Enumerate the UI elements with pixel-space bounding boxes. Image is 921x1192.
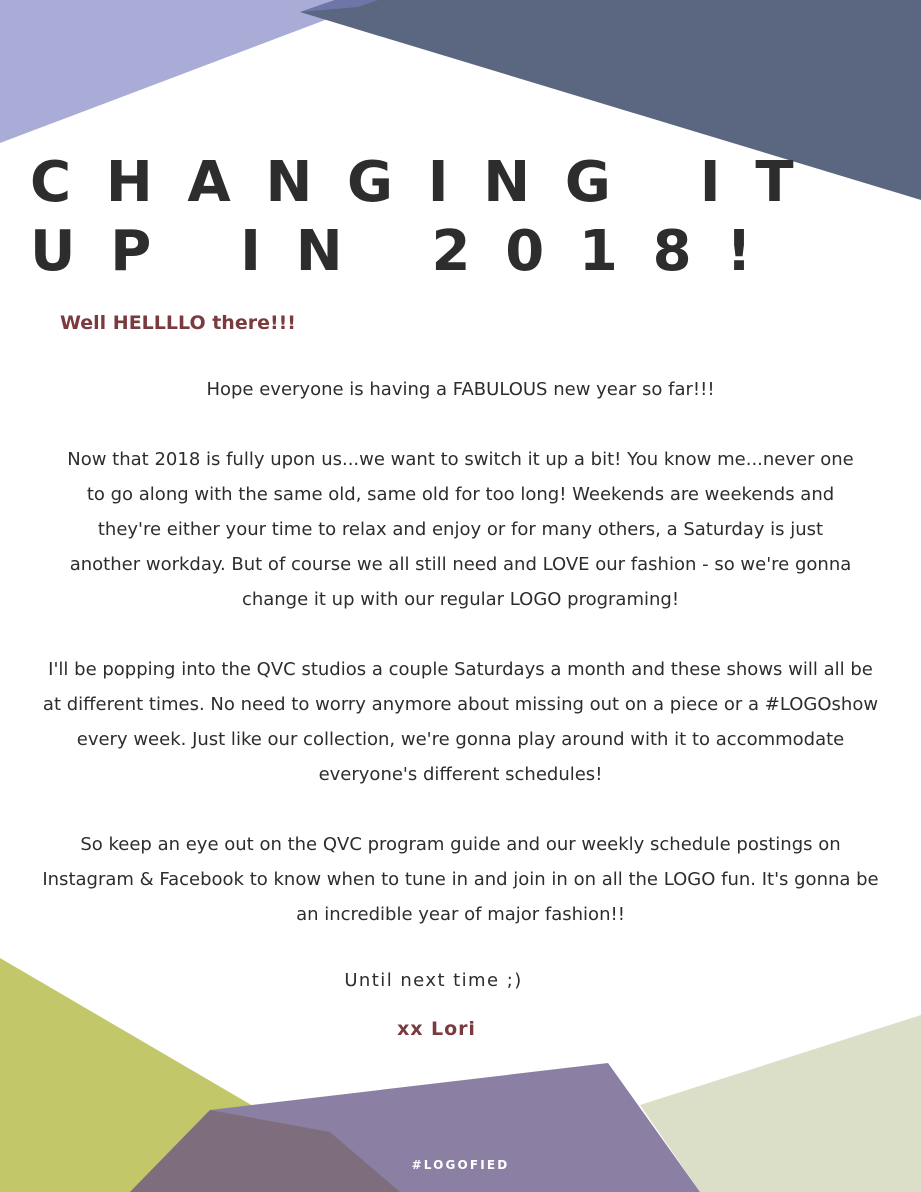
paragraph-intro: Hope everyone is having a FABULOUS new year so far!!! — [206, 379, 715, 400]
signature: xx Lori — [397, 1018, 476, 1040]
letter-body — [40, 372, 881, 967]
signoff-text: Until next time ;) — [344, 970, 523, 991]
paragraph-program-guide: So keep an eye out on the QVC program guide and our weekly schedule postings on Instagram & Facebook to know when to tune in and join in on all the LOGO fun. It's gonna be an incredible year of major fashion!! — [42, 834, 879, 925]
hashtag-footer: #LOGOFIED — [411, 1158, 510, 1172]
title-line-2: UP IN 2018! — [30, 219, 787, 284]
title-line-1: CHANGING IT — [30, 150, 829, 215]
greeting-heading: Well HELLLLO there!!! — [60, 312, 296, 334]
page-title — [30, 148, 828, 286]
paragraph-qvc-studios: I'll be popping into the QVC studios a couple Saturdays a month and these shows will all be at different times. No need to worry anymore about missing out on a piece or a #LOGOshow every week. Just like our collection, we're gonna play around with it to accommodate everyone's different schedules! — [42, 659, 879, 785]
paragraph-schedule-change: Now that 2018 is fully upon us...we want to switch it up a bit! You know me...never one to go along with the same old, same old for too long! Weekends are weekends and they're either your time to relax and enjoy or for many others, a Saturday is just another workday. But of course we all still need and LOVE our fashion - so we're gonna change it up with our regular LOGO programing! — [67, 449, 854, 610]
top-left-lavender-shape — [0, 0, 378, 143]
